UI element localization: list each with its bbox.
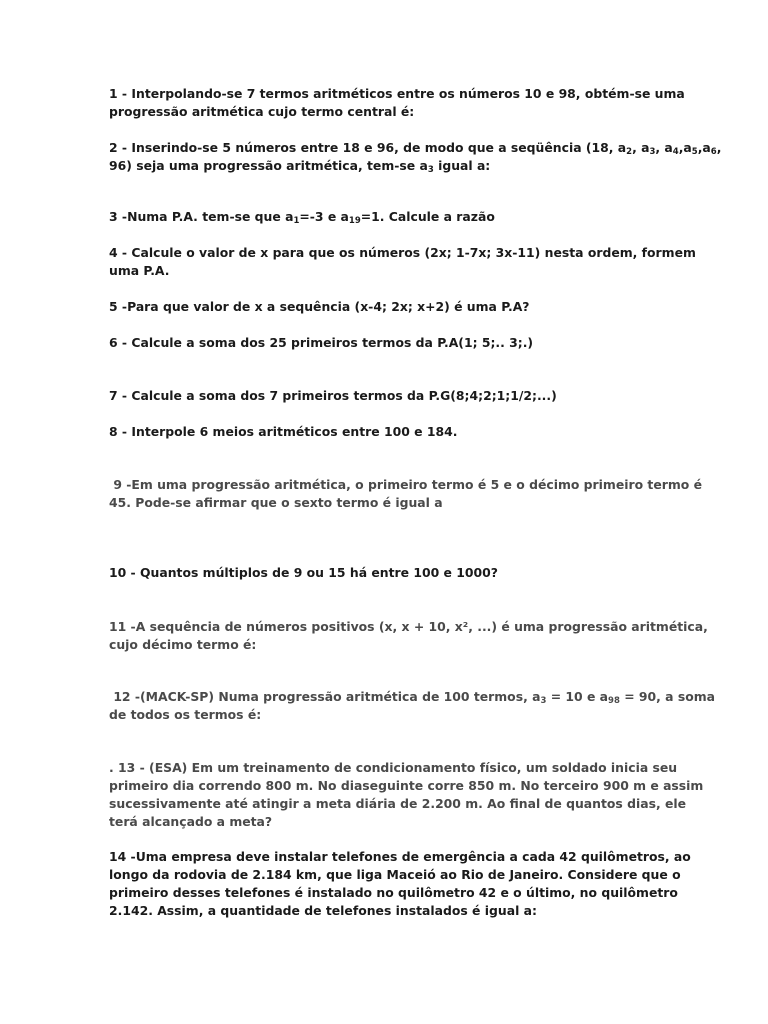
question-5: 5 -Para que valor de x a sequência (x-4; 2x; x+2) é uma P.A? xyxy=(109,299,530,314)
question-13: . 13 - (ESA) Em um treinamento de condicionamento físico, um soldado inicia seu primeiro dia correndo 800 m. No diaseguinte corre 850 m. No terceiro 900 m e assim sucessivamente até atingir a meta diária de 2.200 m. Ao final de quantos dias, ele terá alcançado a meta? xyxy=(109,760,704,829)
question-11: 11 -A sequência de números positivos (x, x + 10, x², ...) é uma progressão aritmética, cujo décimo termo é: xyxy=(109,619,708,652)
question-12: 12 -(MACK-SP) Numa progressão aritmética de 100 termos, $a_3 = 10$ e $a_{98} = 90$, a soma de todos os termos é: xyxy=(109,689,715,722)
question-10: 10 - Quantos múltiplos de 9 ou 15 há entre 100 e 1000? xyxy=(109,565,498,580)
question-6: 6 - Calcule a soma dos 25 primeiros termos da P.A(1; 5;.. 3;.) xyxy=(109,335,534,350)
question-8: 8 - Interpole 6 meios aritméticos entre 100 e 184. xyxy=(109,424,458,439)
question-2: 2 - Inserindo-se 5 números entre 18 e 96, de modo que a seqüência (18, $a_2$, $a_3$, $a_4,a_5,a_6$, 96) seja uma progressão aritmética, tem-se $a_3$ igual a: xyxy=(109,140,722,175)
question-7: 7 - Calcule a soma dos 7 primeiros termos da P.G(8;4;2;1;1/2;...) xyxy=(109,388,557,403)
question-1: 1 - Interpolando-se 7 termos aritméticos entre os números 10 e 98, obtém-se uma progressão aritmética cujo termo central é: xyxy=(109,86,685,119)
question-14: 14 -Uma empresa deve instalar telefones de emergência a cada 42 quilômetros, ao longo da rodovia de 2.184 km, que liga Maceió ao Rio de Janeiro. Considere que o primeiro desses telefones é instalado no quilômetro 42 e o último, no quilômetro 2.142. Assim, a quantidade de telefones instalados é igual a: xyxy=(109,849,691,918)
question-9: 9 -Em uma progressão aritmética, o primeiro termo é 5 e o décimo primeiro termo é 45. Pode-se afirmar que o sexto termo é igual a xyxy=(109,477,702,510)
question-4: 4 - Calcule o valor de x para que os números (2x; 1-7x; 3x-11) nesta ordem, formem uma P.A. xyxy=(109,245,696,278)
question-3: 3 -Numa P.A. tem-se que $a_1=-3$ e $a_{19}=1$. Calcule a razão xyxy=(109,209,495,226)
